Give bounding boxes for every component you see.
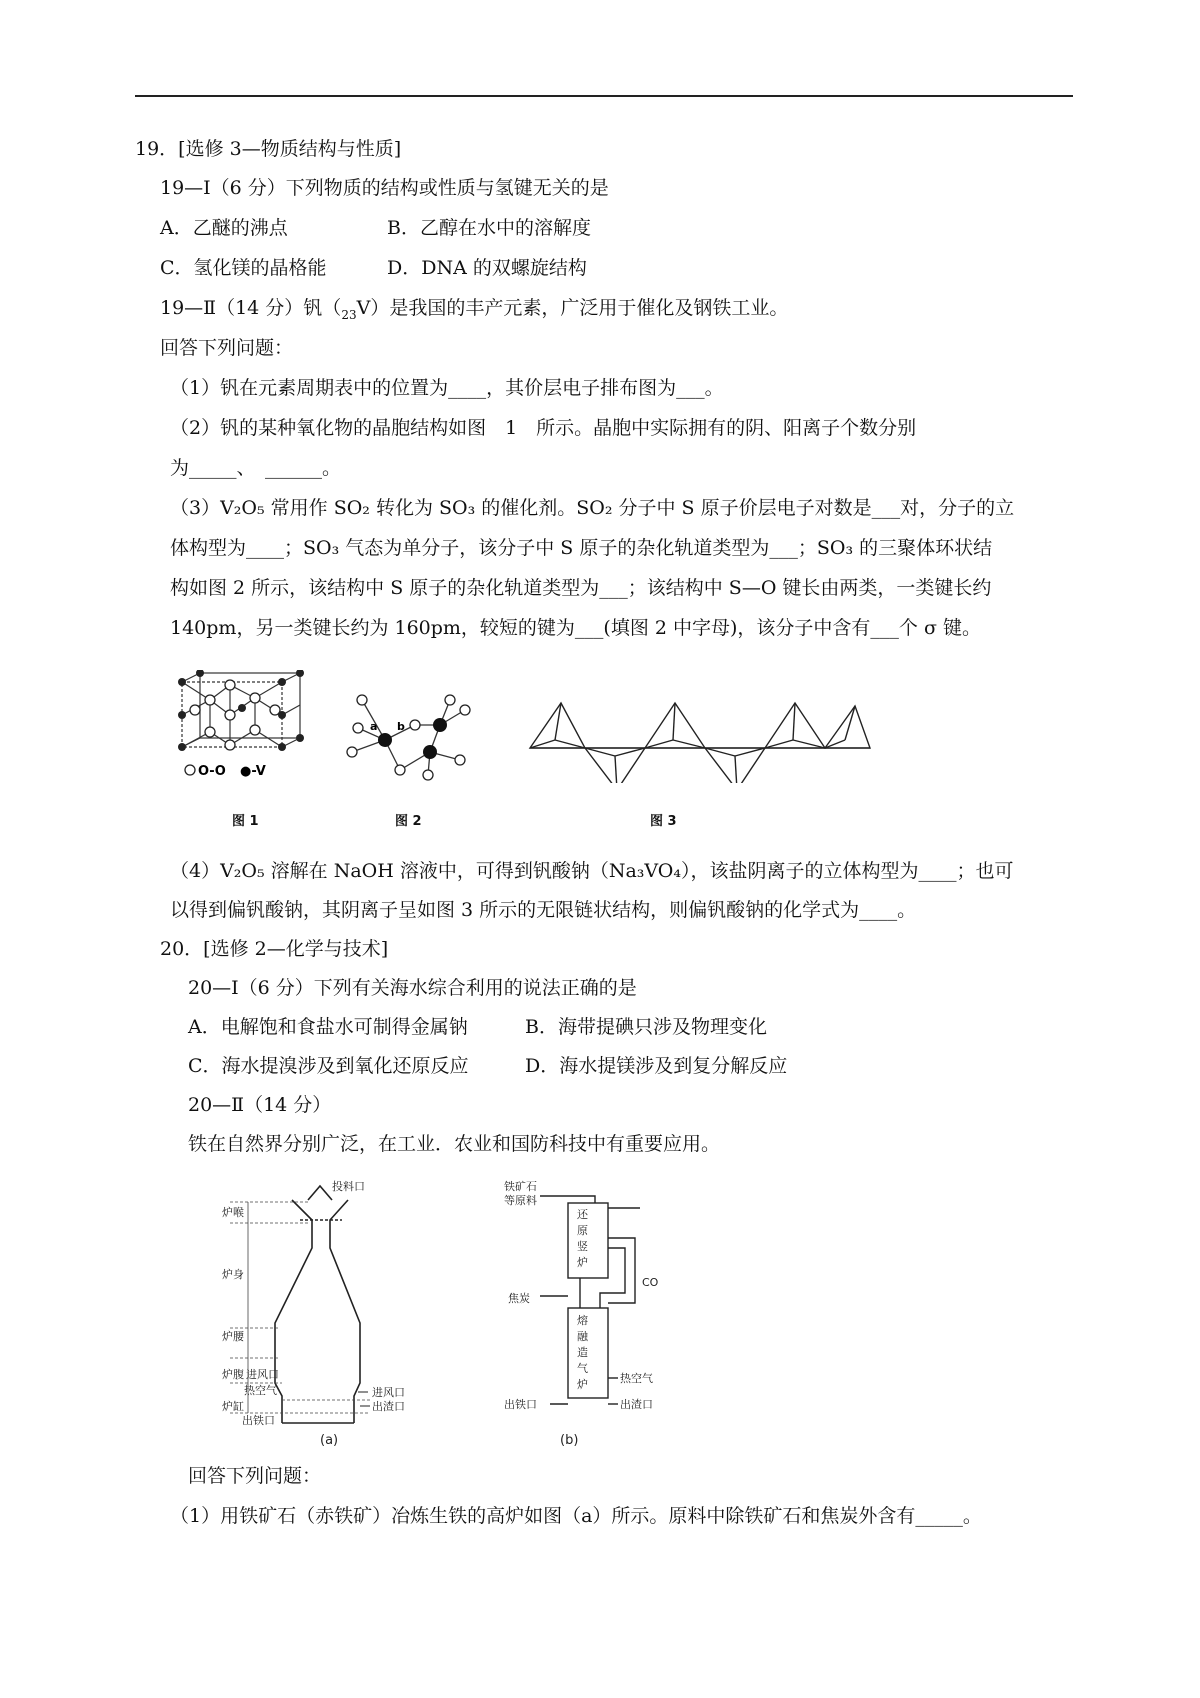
figure-b-top-char4: 炉 <box>577 1256 588 1269</box>
q20-intro: 铁在自然界分别广泛，在工业．农业和国防科技中有重要应用。 <box>188 1133 721 1155</box>
figure-b-bottom-char1: 熔 <box>577 1314 588 1327</box>
figure-1-legend-v: ●-V <box>240 764 266 779</box>
figure-1-legend-o: O-O <box>198 764 226 779</box>
q20-part1: 20—Ⅰ（6 分）下列有关海水综合利用的说法正确的是 <box>188 977 637 999</box>
top-rule <box>135 95 1073 97</box>
q19-sub3-line3: 构如图 2 所示，该结构中 S 原子的杂化轨道类型为___；该结构中 S—O 键长由两类，一类键长约 <box>170 577 992 599</box>
q19-header: 19．[选修 3—物质结构与性质] <box>135 138 402 160</box>
q19-sub4-line2: 以得到偏钒酸钠，其阴离子呈如图 3 所示的无限链状结构，则偏钒酸钠的化学式为____。 <box>170 899 917 921</box>
figure-a-body-label: 炉身 <box>222 1268 244 1281</box>
figure-b-process-flow <box>500 1178 750 1448</box>
q20-sub1: （1）用铁矿石（赤铁矿）冶炼生铁的高炉如图（a）所示。原料中除铁矿石和焦炭外含有_____。 <box>170 1505 982 1527</box>
figure-b-coke-label: 焦炭 <box>508 1292 530 1305</box>
figure-2-caption: 图 2 <box>395 814 422 829</box>
figure-b-top-char1: 还 <box>577 1208 588 1221</box>
figure-b-slagout-label: 出渣口 <box>620 1398 653 1411</box>
figure-b-top-char2: 原 <box>577 1224 588 1237</box>
figure-2-trimer <box>340 680 490 790</box>
q20-option-d: D．海水提镁涉及到复分解反应 <box>525 1055 788 1077</box>
figure-b-hotair-label: 热空气 <box>620 1372 653 1385</box>
q19-part2-post: V）是我国的丰产元素，广泛用于催化及钢铁工业。 <box>356 297 789 319</box>
q19-part2-sub: 23 <box>341 307 357 322</box>
q19-option-b: B．乙醇在水中的溶解度 <box>387 217 591 239</box>
figure-2-label-b: b <box>397 720 405 733</box>
figure-b-ironout-label: 出铁口 <box>504 1398 537 1411</box>
q19-sub2-line1: （2）钒的某种氧化物的晶胞结构如图 1 所示。晶胞中实际拥有的阴、阳离子个数分别 <box>170 417 917 439</box>
q20-ask: 回答下列问题： <box>188 1465 322 1487</box>
q19-sub4-line1: （4）V₂O₅ 溶解在 NaOH 溶液中，可得到钒酸钠（Na₃VO₄），该盐阴离子的立体构型为____；也可 <box>170 860 1014 882</box>
figure-a-hotair-label: 热空气 <box>244 1384 277 1397</box>
figure-b-bottom-char4: 气 <box>577 1362 588 1375</box>
q19-ask: 回答下列问题： <box>160 337 294 359</box>
figure-b-bottom-char5: 炉 <box>577 1378 588 1391</box>
q19-part1: 19—Ⅰ（6 分）下列物质的结构或性质与氢键无关的是 <box>160 177 609 199</box>
q19-sub2-line2: 为_____、 ______。 <box>170 457 342 479</box>
figure-3-caption: 图 3 <box>650 814 677 829</box>
figure-a-waist-label: 炉腰 <box>222 1330 244 1343</box>
q19-sub3-line2: 体构型为____；SO₃ 气态为单分子，该分子中 S 原子的杂化轨道类型为___；SO₃ 的三聚体环状结 <box>170 537 993 559</box>
figure-a-ironout-label: 出铁口 <box>242 1414 275 1427</box>
figure-b-ore-label: 铁矿石 <box>504 1180 537 1193</box>
figure-a-blast-furnace <box>220 1178 490 1448</box>
q19-part2 <box>160 295 788 328</box>
figure-a-throat-label: 炉喉 <box>222 1206 244 1219</box>
q20-part2: 20—Ⅱ（14 分） <box>188 1094 332 1116</box>
q19-option-d: D．DNA 的双螺旋结构 <box>387 257 587 279</box>
q20-header: 20．[选修 2—化学与技术] <box>160 938 389 960</box>
figure-a-belly-label: 炉腹 <box>222 1368 244 1381</box>
figure-1-caption: 图 1 <box>232 814 259 829</box>
q19-sub1: （1）钒在元素周期表中的位置为____，其价层电子排布图为___。 <box>170 377 724 399</box>
figure-a-tuyere-right-label: 进风口 <box>372 1386 405 1399</box>
figure-a-feed-label: 投料口 <box>332 1180 365 1193</box>
figure-a-hearth-label: 炉缸 <box>222 1400 244 1413</box>
q19-option-c: C．氢化镁的晶格能 <box>160 257 327 279</box>
figure-b-raw-label: 等原料 <box>504 1194 537 1207</box>
q19-sub3-line4: 140pm，另一类键长约为 160pm，较短的键为___(填图 2 中字母)，该分子中含有___个 σ 键。 <box>170 617 981 639</box>
q19-part2-pre: 19—Ⅱ（14 分）钒（ <box>160 297 342 319</box>
q19-option-a: A．乙醚的沸点 <box>160 217 288 239</box>
figure-1-crystal-cell <box>170 670 320 790</box>
q20-option-a: A．电解饱和食盐水可制得金属钠 <box>188 1016 468 1038</box>
figure-b-caption: (b) <box>560 1433 579 1448</box>
figure-2-label-a: a <box>370 720 378 733</box>
figure-a-tuyere-label: 进风口 <box>246 1368 279 1381</box>
q19-sub3-line1: （3）V₂O₅ 常用作 SO₂ 转化为 SO₃ 的催化剂。SO₂ 分子中 S 原子价层电子对数是___对，分子的立 <box>170 497 1015 519</box>
figure-b-co-label: CO <box>642 1276 659 1289</box>
figure-b-bottom-char3: 造 <box>577 1346 588 1359</box>
figure-a-caption: (a) <box>320 1433 339 1448</box>
figure-b-top-char3: 竖 <box>577 1240 588 1253</box>
figure-b-bottom-char2: 融 <box>577 1330 588 1343</box>
q20-option-c: C．海水提溴涉及到氧化还原反应 <box>188 1055 469 1077</box>
q20-option-b: B．海带提碘只涉及物理变化 <box>525 1016 767 1038</box>
figure-a-slag-right-label: 出渣口 <box>372 1400 405 1413</box>
figure-3-chain <box>525 698 875 783</box>
